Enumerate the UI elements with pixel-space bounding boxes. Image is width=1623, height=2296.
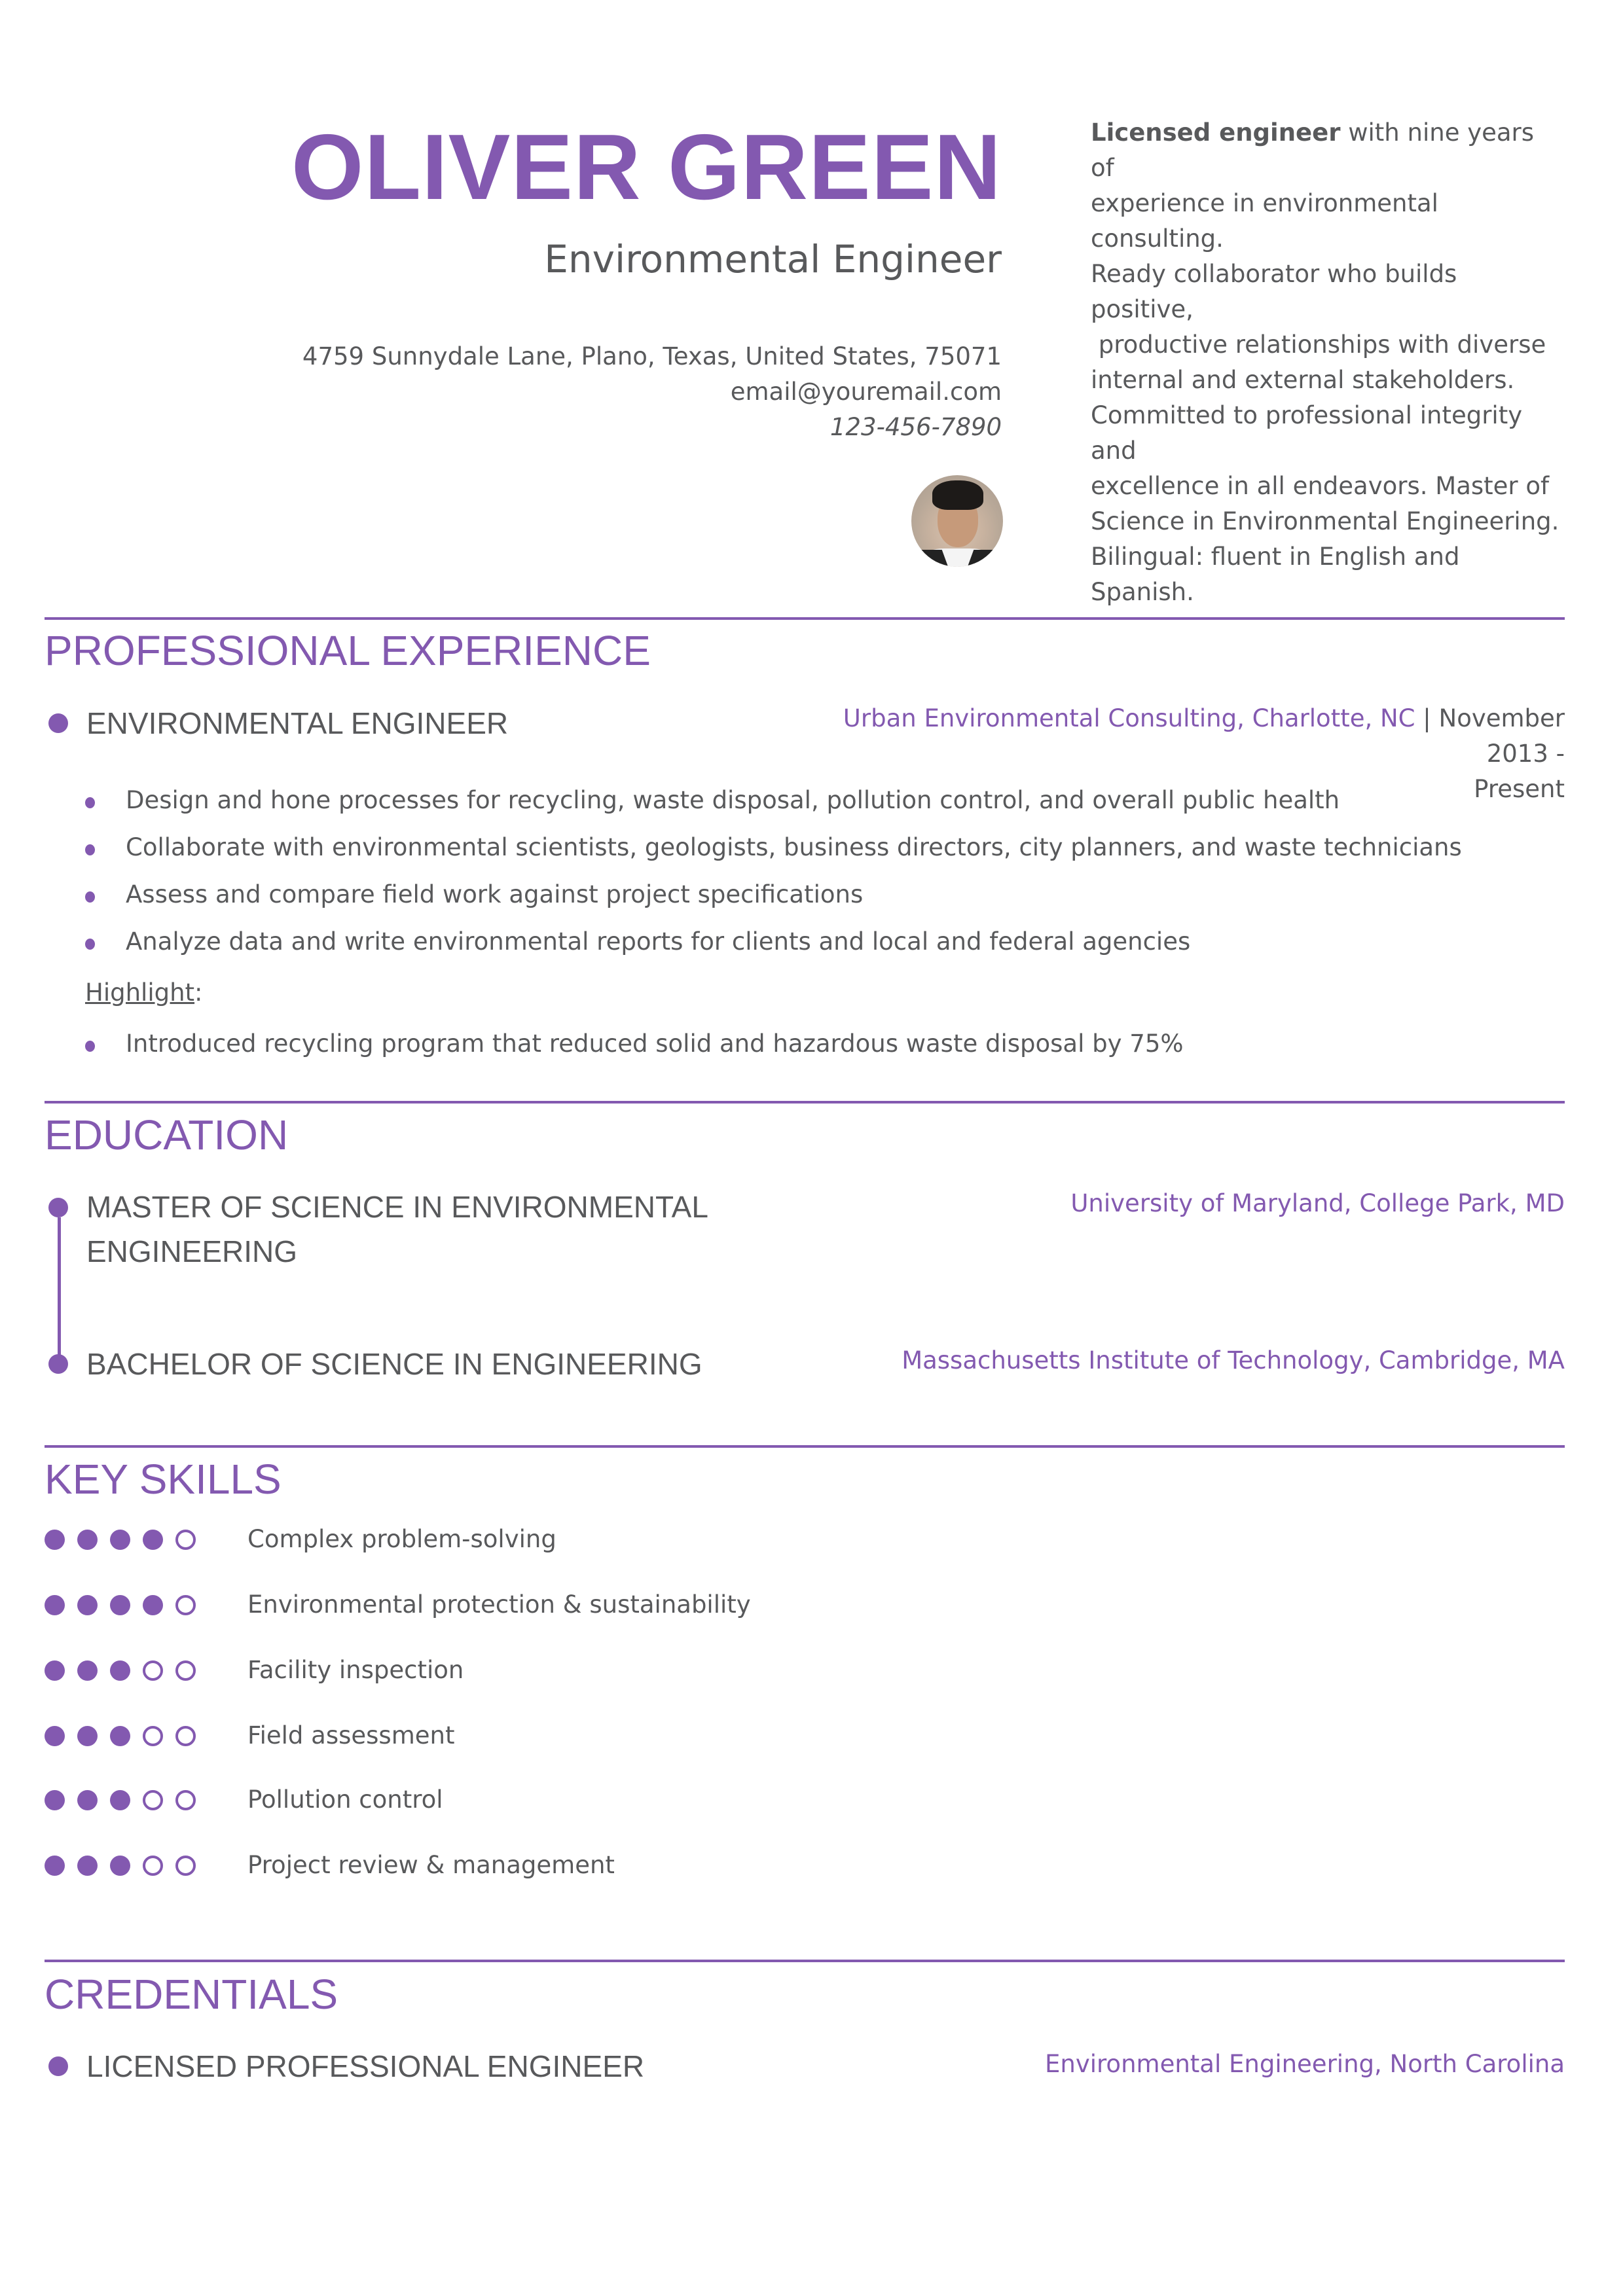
skill-row [45, 1654, 961, 1693]
summary-line: internal and external stakeholders. [1091, 366, 1515, 394]
rating-dot-filled-icon [77, 1595, 98, 1615]
rating-dot-filled-icon [77, 1856, 98, 1876]
bullet-icon [85, 1041, 95, 1052]
list-item-text: Assess and compare field work against project specifications [126, 880, 864, 908]
section-divider [45, 1445, 1565, 1448]
job-bullet-dot-icon [48, 713, 68, 733]
credential-dot-icon [48, 2056, 68, 2076]
skill-rating [45, 1530, 196, 1550]
summary-line: productive relationships with diverse [1091, 331, 1546, 359]
job-title: Environmental Engineer [544, 237, 1002, 281]
summary-line: Committed to professional integrity and [1091, 401, 1523, 465]
skill-row [45, 1523, 961, 1562]
section-divider [45, 617, 1565, 620]
skill-rating [45, 1726, 196, 1746]
skill-row [45, 1719, 961, 1759]
section-heading-skills: KEY SKILLS [45, 1456, 282, 1503]
school-name: University of Maryland, College Park, MD [1070, 1189, 1565, 1217]
summary-bold-lead: Licensed engineer [1091, 118, 1341, 147]
skill-rating [45, 1790, 196, 1810]
rating-dot-empty-icon [175, 1595, 196, 1615]
summary-line: experience in environmental consulting. [1091, 189, 1438, 253]
contact-info [0, 339, 1002, 445]
rating-dot-filled-icon [110, 1856, 130, 1876]
rating-dot-empty-icon [143, 1660, 163, 1681]
highlight-label [85, 975, 203, 1011]
rating-dot-empty-icon [175, 1726, 196, 1746]
rating-dot-empty-icon [143, 1856, 163, 1876]
school-name: Massachusetts Institute of Technology, Cambridge, MA [902, 1346, 1565, 1374]
bullet-icon [85, 797, 95, 808]
skill-label: Environmental protection & sustainability [247, 1590, 751, 1619]
skill-rating [45, 1660, 196, 1681]
phone[interactable]: 123-456-7890 [830, 413, 1002, 441]
section-heading-education: EDUCATION [45, 1111, 289, 1158]
job-dates-end: Present [1474, 775, 1565, 803]
highlight-colon: : [194, 978, 203, 1007]
rating-dot-filled-icon [45, 1595, 65, 1615]
job-title-entry: ENVIRONMENTAL ENGINEER [86, 706, 509, 740]
summary-line: Ready collaborator who builds positive, [1091, 260, 1457, 323]
rating-dot-filled-icon [77, 1530, 98, 1550]
list-item-text: Introduced recycling program that reduced solid and hazardous waste disposal by 75% [126, 1030, 1184, 1058]
highlight-label-text: Highlight [85, 978, 195, 1007]
rating-dot-empty-icon [175, 1530, 196, 1550]
skill-row [45, 1588, 961, 1628]
job-dates-start: November 2013 - [1438, 704, 1565, 768]
job-company: Urban Environmental Consulting, Charlotte, NC [843, 704, 1415, 732]
section-heading-credentials: CREDENTIALS [45, 1971, 338, 2018]
professional-summary [1091, 115, 1562, 610]
rating-dot-filled-icon [110, 1726, 130, 1746]
bullet-icon [85, 939, 95, 950]
skill-rating [45, 1856, 196, 1876]
job-separator: | [1415, 704, 1439, 732]
rating-dot-empty-icon [143, 1790, 163, 1810]
summary-line: Bilingual: fluent in English and Spanish. [1091, 543, 1460, 606]
skill-row [45, 1784, 961, 1823]
degree-title: BACHELOR OF SCIENCE IN ENGINEERING [86, 1347, 702, 1381]
rating-dot-filled-icon [77, 1790, 98, 1810]
bullet-icon [85, 844, 95, 855]
timeline-dot-icon [48, 1198, 68, 1217]
bullet-icon [85, 891, 95, 903]
rating-dot-filled-icon [77, 1726, 98, 1746]
credential-detail: Environmental Engineering, North Carolina [1045, 2050, 1565, 2078]
email[interactable]: email@youremail.com [730, 378, 1002, 406]
rating-dot-filled-icon [77, 1660, 98, 1681]
rating-dot-filled-icon [45, 1856, 65, 1876]
rating-dot-filled-icon [110, 1790, 130, 1810]
rating-dot-filled-icon [45, 1530, 65, 1550]
timeline-line [58, 1217, 61, 1361]
rating-dot-filled-icon [110, 1530, 130, 1550]
summary-line: with nine years of [1091, 118, 1535, 182]
summary-line: Science in Environmental Engineering. [1091, 507, 1559, 535]
rating-dot-filled-icon [143, 1530, 163, 1550]
degree-line: ENGINEERING [86, 1234, 298, 1268]
candidate-name: OLIVER GREEN [291, 115, 1002, 219]
skill-label: Field assessment [247, 1721, 455, 1749]
section-divider [45, 1960, 1565, 1962]
rating-dot-filled-icon [45, 1726, 65, 1746]
rating-dot-empty-icon [175, 1856, 196, 1876]
skill-label: Pollution control [247, 1785, 443, 1814]
degree-title [86, 1185, 708, 1274]
rating-dot-empty-icon [175, 1660, 196, 1681]
rating-dot-filled-icon [110, 1660, 130, 1681]
timeline-dot-icon [48, 1354, 68, 1374]
list-item-text: Design and hone processes for recycling, waste disposal, pollution control, and overall public health [126, 786, 1340, 814]
skill-label: Complex problem-solving [247, 1525, 556, 1553]
photo-hair [932, 480, 983, 510]
skill-label: Facility inspection [247, 1656, 464, 1684]
skill-label: Project review & management [247, 1851, 615, 1879]
skill-rating [45, 1595, 196, 1615]
list-item-text: Collaborate with environmental scientists, geologists, business directors, city planners, and waste technicians [126, 833, 1462, 861]
section-heading-experience: PROFESSIONAL EXPERIENCE [45, 627, 651, 674]
address: 4759 Sunnydale Lane, Plano, Texas, United States, 75071 [302, 342, 1002, 370]
rating-dot-empty-icon [175, 1790, 196, 1810]
credential-title: LICENSED PROFESSIONAL ENGINEER [86, 2049, 645, 2083]
degree-line: MASTER OF SCIENCE IN ENVIRONMENTAL [86, 1190, 708, 1224]
rating-dot-filled-icon [45, 1790, 65, 1810]
skill-row [45, 1849, 961, 1888]
profile-photo [911, 475, 1003, 567]
summary-line: excellence in all endeavors. Master of [1091, 472, 1550, 500]
section-divider [45, 1101, 1565, 1103]
rating-dot-empty-icon [143, 1726, 163, 1746]
rating-dot-filled-icon [110, 1595, 130, 1615]
list-item-text: Analyze data and write environmental reports for clients and local and federal agencies [126, 927, 1191, 956]
rating-dot-filled-icon [143, 1595, 163, 1615]
rating-dot-filled-icon [45, 1660, 65, 1681]
